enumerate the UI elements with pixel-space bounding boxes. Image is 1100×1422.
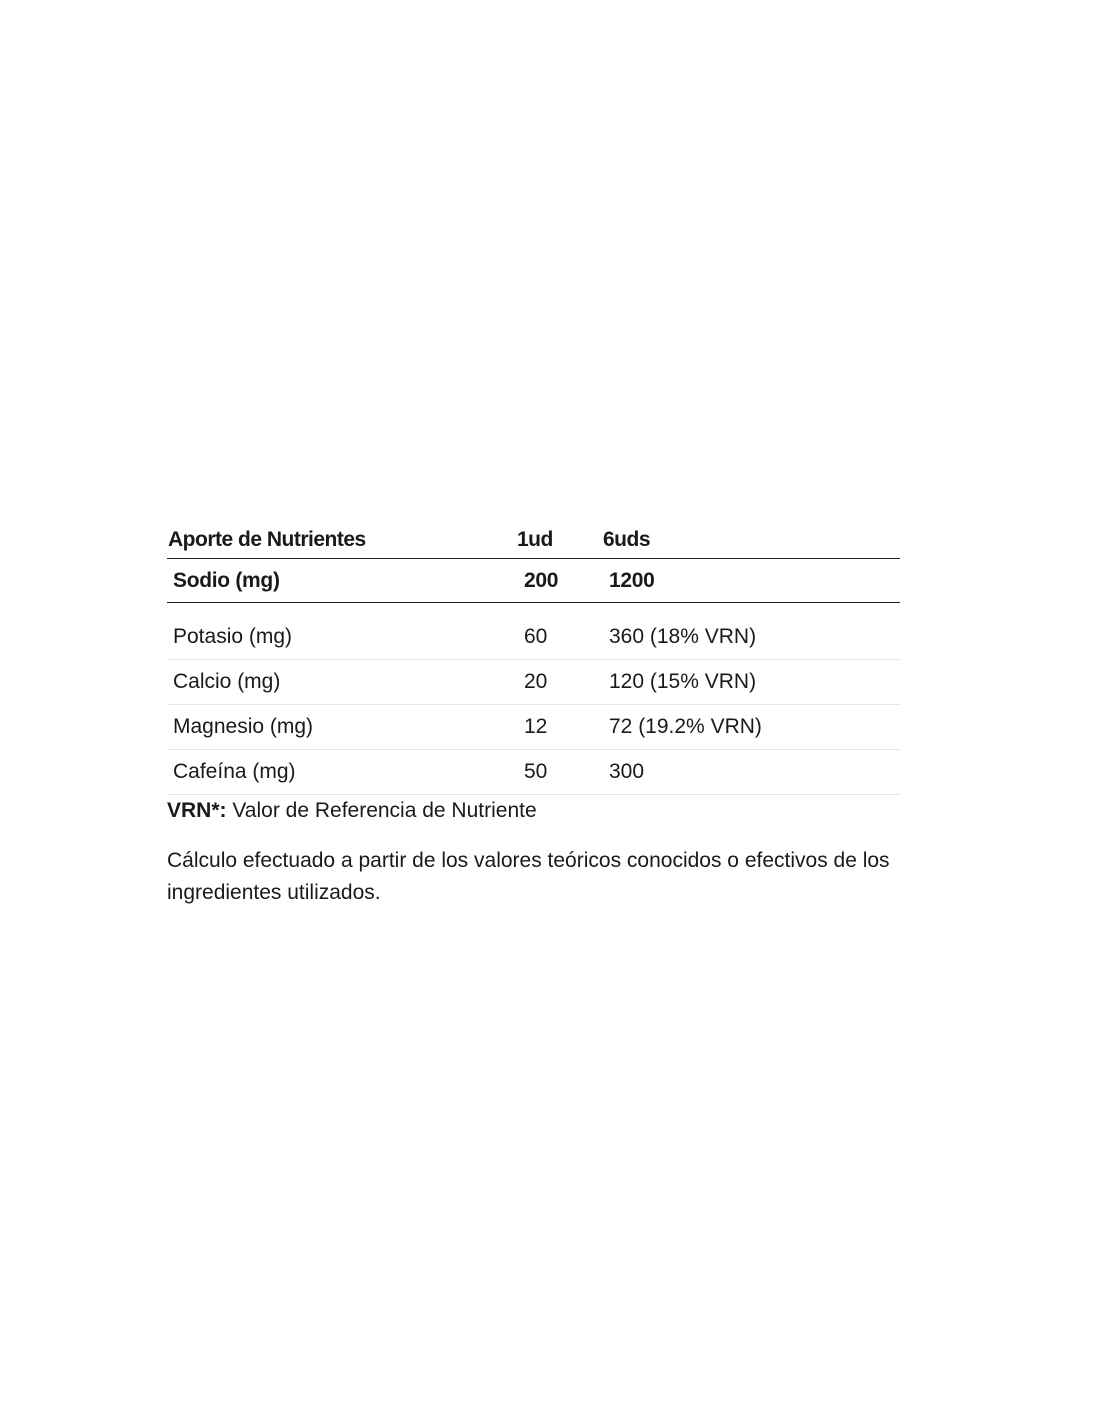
- value-1ud: 20: [517, 660, 603, 705]
- value-6uds: 360 (18% VRN): [603, 615, 900, 660]
- nutrient-name: Potasio (mg): [167, 615, 517, 660]
- value-1ud: 12: [517, 705, 603, 750]
- vrn-footnote: [167, 797, 900, 825]
- nutrient-info-block: [167, 522, 900, 909]
- footnote-label: VRN*:: [167, 799, 227, 822]
- nutrient-table: [167, 522, 900, 795]
- value-6uds: 1200: [603, 559, 900, 603]
- value-1ud: 200: [517, 559, 603, 603]
- header-6uds: 6uds: [603, 522, 900, 559]
- value-1ud: 50: [517, 750, 603, 795]
- table-row: [167, 705, 900, 750]
- value-6uds: 300: [603, 750, 900, 795]
- nutrient-name: Calcio (mg): [167, 660, 517, 705]
- value-6uds: 120 (15% VRN): [603, 660, 900, 705]
- footnote-text: Valor de Referencia de Nutriente: [226, 799, 537, 822]
- value-6uds: 72 (19.2% VRN): [603, 705, 900, 750]
- calculation-note: Cálculo efectuado a partir de los valores teóricos conocidos o efectivos de los ingredientes utilizados.: [167, 849, 890, 904]
- table-row: [167, 750, 900, 795]
- table-header-row: [167, 522, 900, 559]
- header-1ud: 1ud: [517, 522, 603, 559]
- nutrient-name: Sodio (mg): [167, 559, 517, 603]
- table-row: [167, 660, 900, 705]
- table-spacer: [167, 603, 900, 616]
- nutrient-name: Cafeína (mg): [167, 750, 517, 795]
- header-nutrient: Aporte de Nutrientes: [167, 522, 517, 559]
- table-row-sodio: [167, 559, 900, 603]
- table-row: [167, 615, 900, 660]
- nutrient-name: Magnesio (mg): [167, 705, 517, 750]
- value-1ud: 60: [517, 615, 603, 660]
